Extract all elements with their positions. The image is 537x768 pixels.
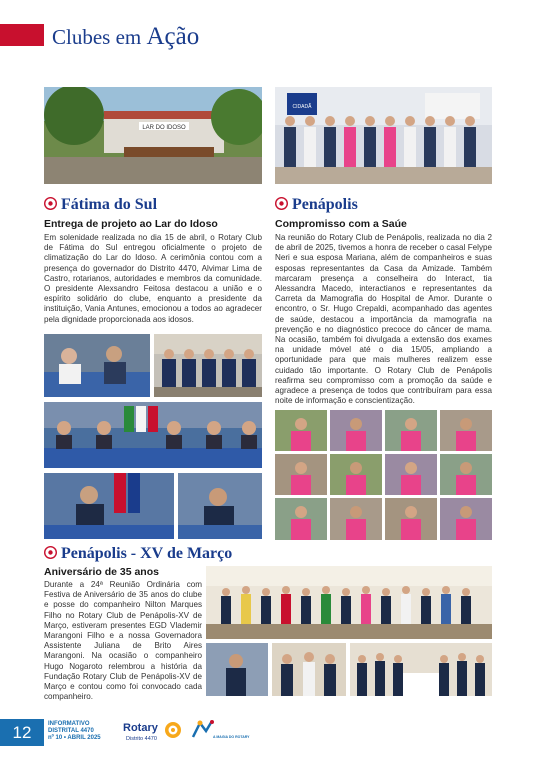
page-title bbox=[52, 24, 199, 50]
xv-photo-4 bbox=[350, 643, 492, 696]
fatima-photo-3 bbox=[44, 402, 262, 468]
xv-photo-2 bbox=[206, 643, 268, 696]
footer-line-2: DISTRITAL 4470 bbox=[48, 728, 94, 734]
xv-group-photo bbox=[206, 566, 492, 639]
fatima-photo-5 bbox=[178, 473, 262, 539]
footer-line-3: nº 10 • ABRIL 2025 bbox=[48, 735, 101, 741]
lar-do-idoso-photo bbox=[44, 87, 262, 184]
lar-do-idoso-sign: LAR DO IDOSO bbox=[142, 125, 186, 131]
location-pin-icon bbox=[275, 197, 288, 210]
location-pin-icon bbox=[44, 546, 57, 559]
footer-line-1: INFORMATIVO bbox=[48, 721, 90, 727]
section-body-penapolis: Na reunião do Rotary Club de Penápolis, realizada no dia 2 de abril de 2025, tivemos a honra de receber o casal Felype Neri e sua esposa Mariana, além de companheiros e suas esposas representantes da Casa da Amizade. Também marcaram presença a conselheira do Interact, tia Alessandra Macedo, interactianos e representantes da Carreta da Mamografia do Hospital de Amor. Durante o encontro, o Sr. Hugo Crepaldi, acompanhado das agentes de saúde, destacou a importância da mamografia na prevenção e no diagnóstico precoce do câncer de mama. Na ocasião, também foi divulgada a extensão dos exames na unidade móvel até o dia 15/05, ampliando a oportunidade para que mais mulheres realizem esse cuidado tão importante. O Rotary Club de Penápolis reafirma seu compromisso com a promoção da saúde e agradece a presença de todos que contribuíram para essa noite de informação e conscientização. bbox=[275, 233, 492, 406]
page-number: 12 bbox=[0, 719, 44, 746]
section-subtitle-penapolis: Compromisso com a Saúe bbox=[275, 218, 407, 230]
location-pin-icon bbox=[44, 197, 57, 210]
title-emphasis: Ação bbox=[146, 23, 200, 50]
footer-publication-info bbox=[48, 721, 101, 742]
rotary-wheel-icon bbox=[164, 721, 182, 739]
grid-photo bbox=[275, 410, 492, 540]
title-prefix: Clubes em bbox=[52, 25, 142, 49]
xv-photo-3 bbox=[272, 643, 346, 696]
section-body-fatima: Em solenidade realizada no dia 15 de abril, o Rotary Club de Fátima do Sul entregou oficialmente o projeto de climatização do Lar do Idoso. A cerimônia contou com a presença do governador do Distrito 4470, Alvimar Lima de Castro, rotarianos, autoridades e membros da comunidade. O presidente Alexsandro Feitosa destacou a união e o espírito solidário do clube, enquanto a presidente da instituição, Vania Antunes, emocionou a todos ao agradecer pela dignidade proporcionada aos idosos. bbox=[44, 233, 262, 324]
rotary-wordmark: Rotary bbox=[123, 722, 158, 734]
penapolis-group-photo bbox=[275, 87, 492, 184]
rotary-district: Distrito 4470 bbox=[126, 736, 157, 742]
section-city-xv: Penápolis - XV de Março bbox=[61, 545, 233, 562]
fatima-photo-1 bbox=[44, 334, 150, 397]
banner-text: CIDADÃ bbox=[292, 104, 312, 110]
district-logo-text: A MAGIA DO ROTARY bbox=[213, 735, 250, 739]
section-subtitle-xv: Aniversário de 35 anos bbox=[44, 566, 159, 578]
mammography-photo-grid bbox=[275, 410, 492, 540]
section-body-xv: Durante a 24ª Reunião Ordinária com Festiva de Aniversário de 35 anos do clube e posse do companheiro Nilton Marques Filho no Rotary Club de Penápolis-XV de Março, estiveram presentes EGD Vlademir Marangoni Filho e a nossa Governadora Assistente Juliana de Brito Aires Marangoni. Na ocasião o companheiro Hugo Nogaroto relembrou a história da Fundação Rotary Club de Penápolis-XV de Março e contou como foi convocado cada companheiro. bbox=[44, 580, 202, 702]
section-subtitle-fatima: Entrega de projeto ao Lar do Idoso bbox=[44, 218, 218, 230]
section-city-fatima: Fátima do Sul bbox=[61, 196, 158, 213]
fatima-photo-2 bbox=[154, 334, 262, 397]
section-city-penapolis: Penápolis bbox=[292, 196, 358, 213]
fatima-photo-4 bbox=[44, 473, 174, 539]
header-accent-bar bbox=[0, 24, 44, 46]
